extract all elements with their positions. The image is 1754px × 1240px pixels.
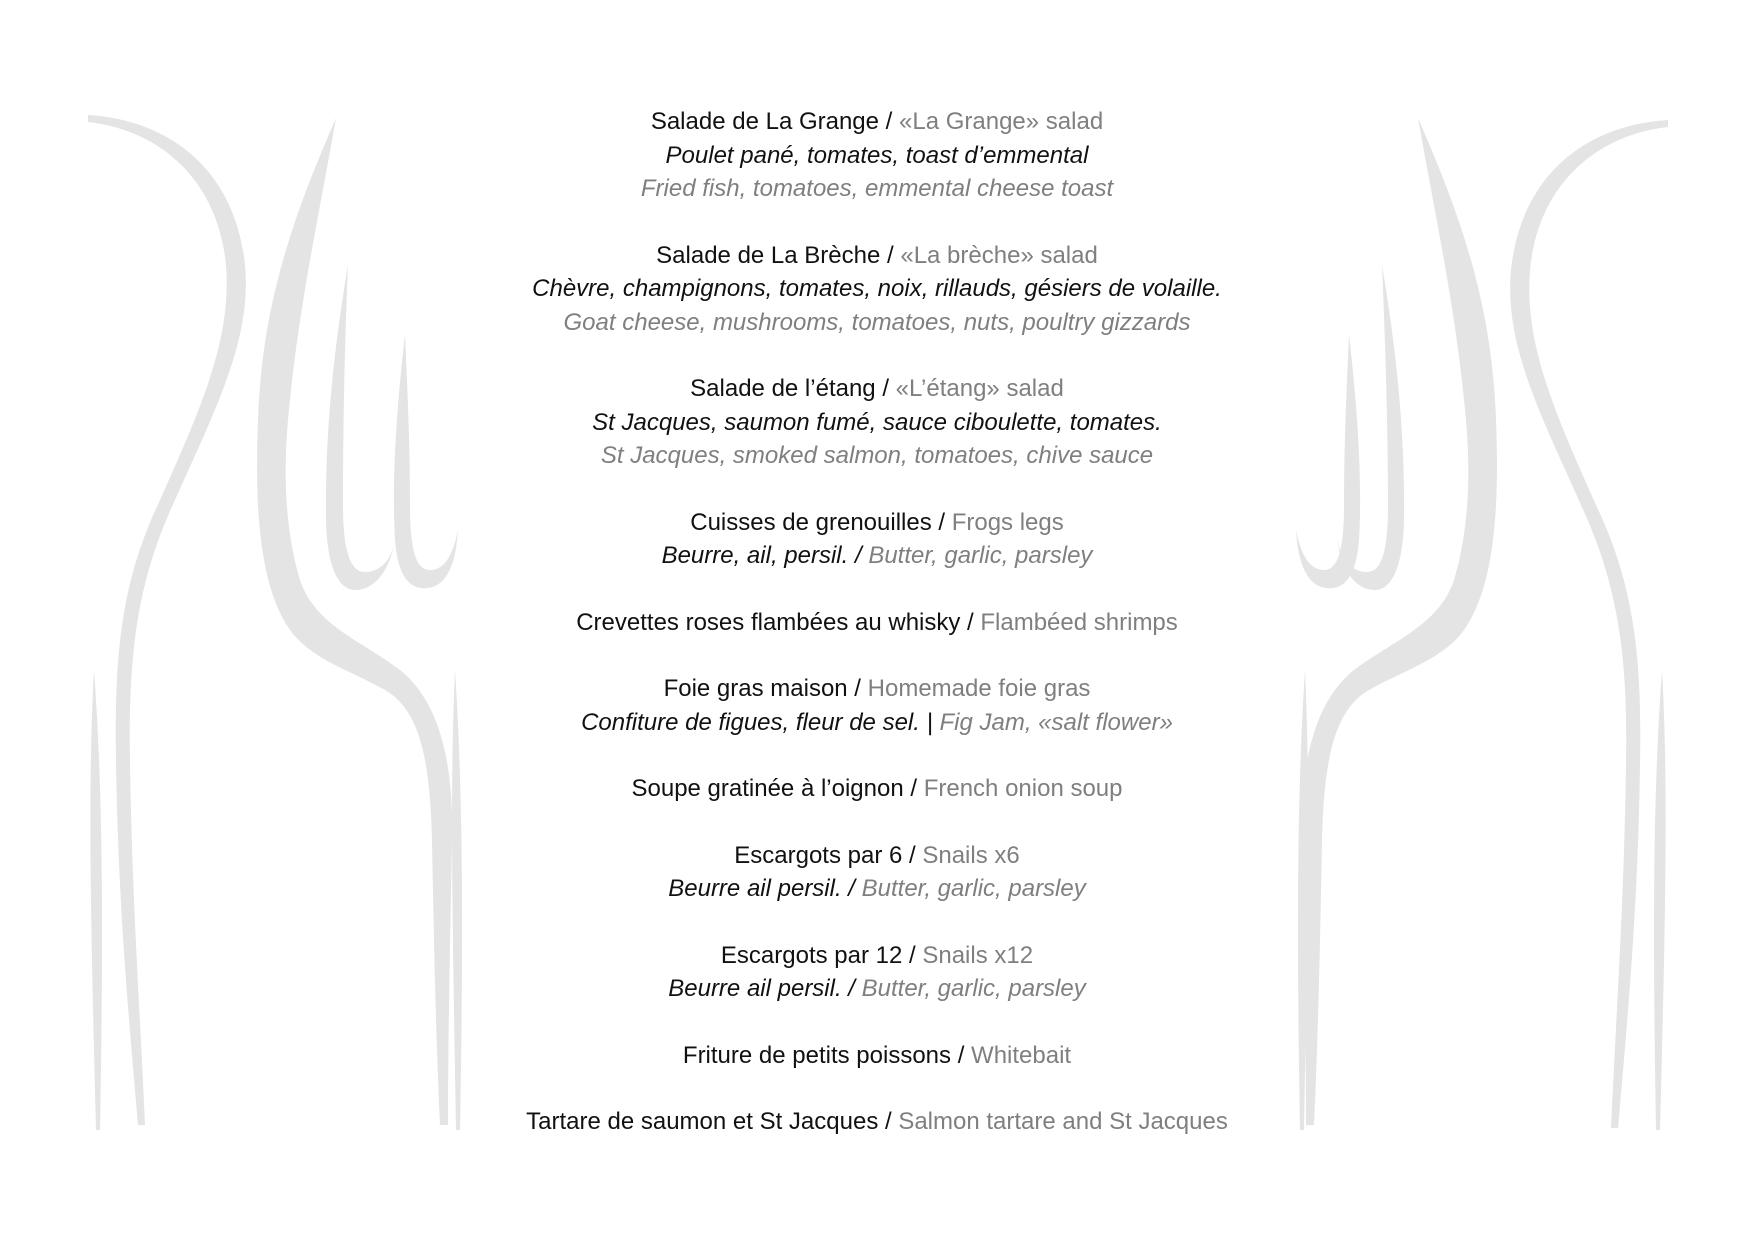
dish-name-en: Snails x12 xyxy=(922,941,1034,969)
menu-item-title xyxy=(0,105,1754,139)
dish-name-fr: Friture de petits poissons / xyxy=(682,1041,972,1069)
dish-description xyxy=(0,706,1754,740)
dish-description-fr: Beurre, ail, persil. / xyxy=(661,542,869,569)
dish-description-en: Fig Jam, «salt flower» xyxy=(939,708,1173,736)
dish-name-fr: Escargots par 6 / xyxy=(734,841,923,869)
menu-item-title xyxy=(0,239,1754,273)
dish-description-fr: Chèvre, champignons, tomates, noix, rillauds, gésiers de volaille. xyxy=(532,275,1222,302)
dish-name-en: «La Grange» salad xyxy=(899,108,1104,135)
menu-item-title xyxy=(0,939,1754,973)
menu-item-title xyxy=(0,372,1754,406)
menu-list xyxy=(0,105,1754,1139)
dish-description-en: Butter, garlic, parsley xyxy=(861,875,1086,902)
menu-item-title xyxy=(0,672,1754,706)
dish-name-fr: Tartare de saumon et St Jacques / xyxy=(526,1108,899,1135)
dish-name-en: Salmon tartare and St Jacques xyxy=(898,1108,1228,1135)
dish-name-en: «L’étang» salad xyxy=(895,375,1064,402)
dish-description-fr: Beurre ail persil. / xyxy=(668,975,862,1002)
menu-item-title xyxy=(0,1105,1754,1139)
dish-name-en: Flambéed shrimps xyxy=(980,608,1178,636)
dish-name-fr: Foie gras maison / xyxy=(663,675,868,702)
dish-description xyxy=(0,972,1754,1006)
dish-description-fr: Confiture de figues, fleur de sel. | xyxy=(581,708,940,736)
dish-name-fr: Salade de La Grange / xyxy=(650,108,900,135)
menu-item-title xyxy=(0,772,1754,806)
dish-description-en: Goat cheese, mushrooms, tomatoes, nuts, poultry gizzards xyxy=(563,308,1191,336)
dish-name-fr: Escargots par 12 / xyxy=(720,941,923,969)
menu-item-title xyxy=(0,606,1754,640)
dish-description-en: Fried fish, tomatoes, emmental cheese toast xyxy=(640,175,1114,202)
dish-description-fr: St Jacques, saumon fumé, sauce ciboulette, tomates. xyxy=(592,408,1162,436)
dish-name-fr: Crevettes roses flambées au whisky / xyxy=(576,608,981,636)
dish-name-en: French onion soup xyxy=(923,775,1123,802)
dish-name-en: Homemade foie gras xyxy=(867,675,1091,702)
menu-item-title xyxy=(0,1039,1754,1073)
dish-name-fr: Soupe gratinée à l’oignon / xyxy=(631,775,924,802)
dish-name-en: Whitebait xyxy=(971,1041,1072,1069)
dish-name-fr: Salade de l’étang / xyxy=(690,375,896,402)
menu-item-title xyxy=(0,839,1754,873)
dish-description-en: Butter, garlic, parsley xyxy=(868,542,1093,569)
dish-name-en: Snails x6 xyxy=(922,841,1020,869)
dish-description-en: Butter, garlic, parsley xyxy=(861,975,1086,1002)
menu-item-title xyxy=(0,506,1754,540)
dish-description-fr: Poulet pané, tomates, toast d’emmental xyxy=(665,141,1089,169)
dish-description-fr: Beurre ail persil. / xyxy=(668,875,862,902)
dish-description xyxy=(0,872,1754,906)
dish-name-fr: Salade de La Brèche / xyxy=(656,241,901,269)
dish-description-en: St Jacques, smoked salmon, tomatoes, chive sauce xyxy=(600,442,1154,469)
dish-description xyxy=(0,539,1754,573)
dish-name-en: «La brèche» salad xyxy=(900,241,1098,269)
dish-name-en: Frogs legs xyxy=(951,508,1064,536)
dish-name-fr: Cuisses de grenouilles / xyxy=(690,508,952,536)
